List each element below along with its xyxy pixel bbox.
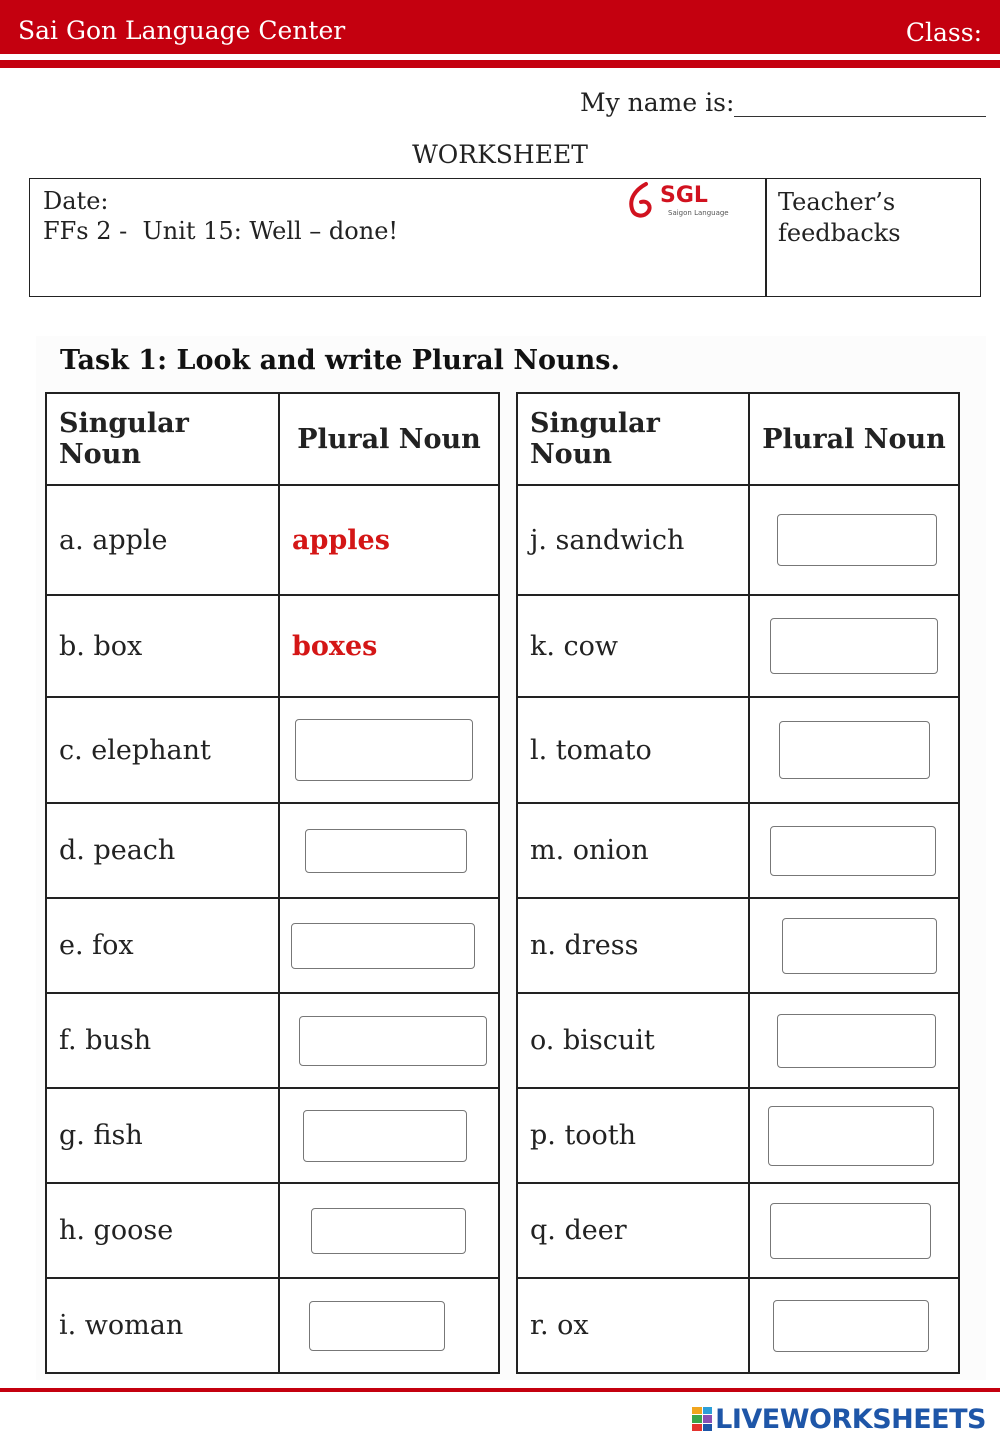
singular-noun-cell: m. onion: [517, 803, 749, 898]
plural-noun-cell: [749, 898, 959, 993]
table-row: [46, 803, 499, 898]
liveworksheets-logo: [692, 1402, 986, 1436]
singular-noun-cell: l. tomato: [517, 697, 749, 803]
noun-table-right: [516, 392, 960, 1374]
plural-noun-cell: [279, 595, 499, 697]
liveworksheets-text: LIVEWORKSHEETS: [715, 1403, 986, 1435]
table-row: [46, 1278, 499, 1373]
plural-answer-input[interactable]: [770, 618, 938, 674]
plural-noun-cell: [749, 1088, 959, 1183]
plural-noun-cell: [279, 485, 499, 595]
table-row: [517, 993, 959, 1088]
plural-answer-input[interactable]: [291, 923, 475, 969]
table-row: [46, 1183, 499, 1278]
worksheet-title: WORKSHEET: [412, 140, 588, 169]
class-label: Class:: [905, 18, 982, 47]
table-row: [46, 993, 499, 1088]
singular-noun-cell: h. goose: [46, 1183, 279, 1278]
singular-noun-cell: c. elephant: [46, 697, 279, 803]
sgl-swirl-icon: [626, 181, 660, 221]
plural-answer-input[interactable]: [779, 721, 930, 779]
plural-answer-input[interactable]: [303, 1110, 467, 1162]
singular-noun-cell: q. deer: [517, 1183, 749, 1278]
col-singular-header: Singular Noun: [517, 393, 749, 485]
col-plural-header: Plural Noun: [279, 393, 499, 485]
table-row: [517, 697, 959, 803]
noun-table-left: [45, 392, 500, 1374]
plural-answer-input[interactable]: [777, 514, 937, 566]
singular-noun-cell: i. woman: [46, 1278, 279, 1373]
liveworksheets-icon: [692, 1407, 712, 1431]
name-label: My name is:: [580, 88, 735, 117]
plural-noun-cell: [749, 993, 959, 1088]
plural-answer: boxes: [292, 630, 378, 662]
plural-noun-cell: [749, 1278, 959, 1373]
table-row: [517, 595, 959, 697]
plural-noun-cell: [749, 595, 959, 697]
logo-text: SGL: [660, 183, 708, 208]
plural-answer-input[interactable]: [305, 829, 467, 873]
feedback-label: Teacher’s feedbacks: [778, 188, 901, 247]
date-label: Date:: [43, 187, 109, 215]
table-header-row: [46, 393, 499, 485]
header-rule: [0, 60, 1000, 68]
singular-noun-cell: p. tooth: [517, 1088, 749, 1183]
header-bar: [0, 0, 1000, 54]
plural-answer-input[interactable]: [777, 1014, 936, 1068]
name-blank-line: [734, 90, 986, 117]
plural-noun-cell: [279, 1088, 499, 1183]
table-row: [517, 1088, 959, 1183]
info-box: [29, 178, 981, 297]
unit-label: FFs 2 - Unit 15: Well – done!: [43, 217, 399, 245]
plural-noun-cell: [749, 485, 959, 595]
table-row: [46, 485, 499, 595]
table-row: [517, 485, 959, 595]
singular-noun-cell: a. apple: [46, 485, 279, 595]
info-divider: [765, 179, 767, 296]
singular-noun-cell: f. bush: [46, 993, 279, 1088]
center-name: Sai Gon Language Center: [18, 16, 346, 45]
singular-noun-cell: b. box: [46, 595, 279, 697]
table-header-row: [517, 393, 959, 485]
table-row: [46, 1088, 499, 1183]
table-row: [46, 595, 499, 697]
plural-noun-cell: [279, 1183, 499, 1278]
plural-noun-cell: [279, 898, 499, 993]
singular-noun-cell: e. fox: [46, 898, 279, 993]
table-row: [517, 898, 959, 993]
table-row: [517, 1183, 959, 1278]
plural-answer-input[interactable]: [295, 719, 473, 781]
plural-noun-cell: [749, 697, 959, 803]
singular-noun-cell: r. ox: [517, 1278, 749, 1373]
plural-noun-cell: [279, 993, 499, 1088]
singular-noun-cell: g. fish: [46, 1088, 279, 1183]
singular-noun-cell: d. peach: [46, 803, 279, 898]
sgl-logo: [626, 179, 736, 225]
table-row: [46, 697, 499, 803]
plural-answer-input[interactable]: [770, 826, 936, 876]
col-plural-header: Plural Noun: [749, 393, 959, 485]
singular-noun-cell: k. cow: [517, 595, 749, 697]
plural-answer-input[interactable]: [773, 1300, 929, 1352]
plural-noun-cell: [749, 1183, 959, 1278]
plural-answer-input[interactable]: [299, 1016, 487, 1066]
singular-noun-cell: j. sandwich: [517, 485, 749, 595]
singular-noun-cell: n. dress: [517, 898, 749, 993]
singular-noun-cell: o. biscuit: [517, 993, 749, 1088]
table-row: [46, 898, 499, 993]
plural-answer-input[interactable]: [768, 1106, 934, 1166]
plural-noun-cell: [279, 803, 499, 898]
plural-noun-cell: [279, 697, 499, 803]
plural-answer-input[interactable]: [770, 1203, 931, 1259]
plural-answer-input[interactable]: [782, 918, 937, 974]
plural-answer: apples: [292, 524, 390, 556]
task-title: Task 1: Look and write Plural Nouns.: [60, 345, 620, 376]
plural-noun-cell: [279, 1278, 499, 1373]
col-singular-header: Singular Noun: [46, 393, 279, 485]
plural-answer-input[interactable]: [309, 1301, 445, 1351]
name-line: [580, 88, 986, 117]
table-row: [517, 1278, 959, 1373]
plural-answer-input[interactable]: [311, 1208, 466, 1254]
plural-noun-cell: [749, 803, 959, 898]
footer-rule: [0, 1388, 1000, 1392]
logo-subtext: Saigon Language: [668, 209, 729, 217]
table-row: [517, 803, 959, 898]
